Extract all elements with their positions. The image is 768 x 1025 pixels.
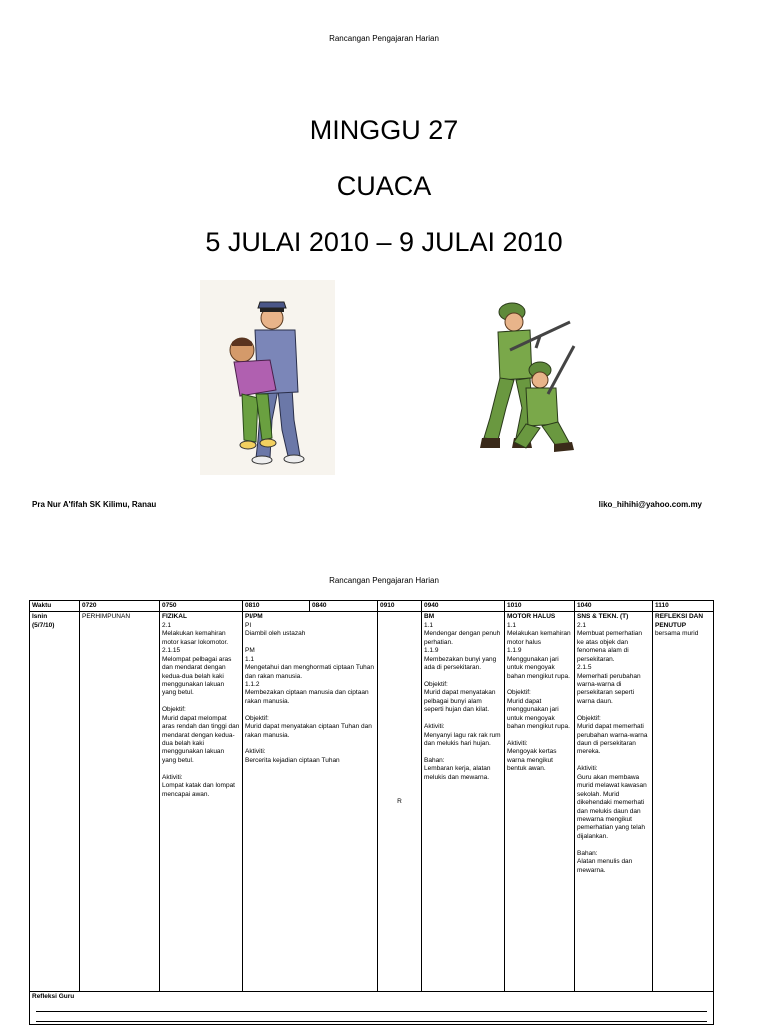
cell-line: Mendengar dengan penuh perhatian. xyxy=(424,630,501,646)
refleksi-penutup-cell xyxy=(653,612,714,992)
motor-halus-content xyxy=(507,613,572,773)
subject-heading: REFLEKSI DAN PENUTUP xyxy=(655,613,704,629)
subject-heading: FIZIKAL xyxy=(162,613,187,621)
header-cell: 0910 xyxy=(378,601,422,612)
cell-line: Aktiviti: xyxy=(162,773,183,781)
cell-line: Bahan: xyxy=(577,849,598,857)
cell-line: Membezakan ciptaan manusia dan ciptaan rakan manusia. xyxy=(245,689,369,705)
header-cell: 1040 xyxy=(575,601,653,612)
cell-line xyxy=(507,732,572,740)
day-name: Isnin xyxy=(32,613,48,621)
week-title: MINGGU 27 xyxy=(309,115,459,145)
header-cell: 1110 xyxy=(653,601,714,612)
cell-line: 1.1.9 xyxy=(507,647,522,655)
header-cell: Waktu xyxy=(30,601,80,612)
refleksi-penutup-content xyxy=(655,613,711,638)
author-credit: Pra Nur A'fifah SK Kilimu, Ranau xyxy=(32,500,157,509)
cell-line: 2.1 xyxy=(577,621,587,629)
sns-cell xyxy=(575,612,653,992)
subject-heading: SNS & TEKN. (T) xyxy=(577,613,629,621)
cell-line: 1.1 xyxy=(245,655,255,663)
cell-line: Mengetahui dan menghormati ciptaan Tuhan dan rakan manusia. xyxy=(245,664,375,680)
cell-line: 1.1.9 xyxy=(424,647,439,655)
cell-line xyxy=(245,740,375,748)
bm-cell xyxy=(422,612,505,992)
day-cell xyxy=(30,612,80,992)
header-cell: 0840 xyxy=(310,601,378,612)
cell-line: 1.1.2 xyxy=(245,680,260,688)
cell-line: Memerhati perubahan warna-warna di persekitaran seperti warna daun. xyxy=(577,672,641,705)
theme-title: CUACA xyxy=(336,171,432,201)
cell-line xyxy=(577,757,650,765)
cell-line: Murid dapat memerhati perubahan warna-warna daun di persekitaran mereka. xyxy=(577,723,648,756)
cell-line xyxy=(424,748,502,756)
cell-line: Melakukan kemahiran motor kasar lokomotor. xyxy=(162,630,229,646)
cell-line: Aktiviti: xyxy=(245,748,266,756)
cell-line: Objektif: xyxy=(507,689,531,697)
page-header: Rancangan Pengajaran Harian xyxy=(329,34,439,43)
cell-line: PM xyxy=(245,647,255,655)
bm-content xyxy=(424,613,502,782)
cell-line: PI xyxy=(245,621,252,629)
writing-line xyxy=(36,1012,707,1022)
cell-line: 1.1 xyxy=(507,621,517,629)
cell-line: 1.1 xyxy=(424,621,434,629)
refleksi-guru-row xyxy=(30,992,714,1025)
cell-line: 2.1.5 xyxy=(577,664,592,672)
soldiers-illustration xyxy=(470,298,580,458)
header-cell: 0810 xyxy=(243,601,310,612)
author-email: liko_hihihi@yahoo.com.my xyxy=(598,500,702,509)
pi-pm-content xyxy=(245,613,375,765)
cell-line: Guru akan membawa murid melawat kawasan sekolah. Murid dikehendaki memerhati dan melukis daun dan mewarna mengikut pemerhatian yang telah dijalankan. xyxy=(577,773,647,840)
refleksi-guru-label: Refleksi Guru xyxy=(32,993,75,1001)
cell-line: Murid dapat melompat aras rendah dan tinggi dan mendarat dengan kedua-dua belah kaki menggunakan lakuan yang betul. xyxy=(162,714,240,764)
cell-line: Lembaran kerja, alatan melukis dan mewarna. xyxy=(424,765,491,781)
lesson-plan-table xyxy=(29,600,714,1025)
cell-line: 2.1 xyxy=(162,621,172,629)
cell-line: Menyanyi lagu rak rak rum dan melukis hari hujan. xyxy=(424,731,501,747)
monday-row xyxy=(30,612,714,992)
cell-line: Membuat pemerhatian ke atas objek dan fenomena alam di persekitaran. xyxy=(577,630,643,663)
cell-line xyxy=(245,706,375,714)
table-header-row xyxy=(30,601,714,612)
cell-line: Aktiviti: xyxy=(507,740,528,747)
cell-line: Aktiviti: xyxy=(577,765,598,773)
cell-line: Bahan: xyxy=(424,756,445,764)
cell-line xyxy=(577,706,650,714)
rehat-cell xyxy=(378,612,422,992)
motor-halus-cell xyxy=(505,612,575,992)
perhimpunan-cell xyxy=(80,612,160,992)
cell-line: Objektif: xyxy=(424,680,448,688)
cell-line: Murid dapat menggunakan jari untuk mengoyak bahan mengikut rupa. xyxy=(507,697,570,731)
cell-line xyxy=(577,841,650,849)
fizikal-content xyxy=(162,613,240,799)
header-cell: 0750 xyxy=(160,601,243,612)
table-title: Rancangan Pengajaran Harian xyxy=(329,576,439,585)
cell-line xyxy=(424,715,502,723)
cell-line: Murid dapat menyatakan ciptaan Tuhan dan rakan manusia. xyxy=(245,723,372,739)
cell-line: Mengoyak kertas warna mengikut bentuk awan. xyxy=(507,748,557,773)
cell-line: Objektif: xyxy=(577,714,601,722)
cell-line: Alatan menulis dan mewarna. xyxy=(577,858,633,874)
cell-line xyxy=(162,698,240,706)
subject-heading: BM xyxy=(424,613,435,621)
writing-line xyxy=(36,1002,707,1012)
pi-pm-cell xyxy=(243,612,378,992)
fizikal-cell xyxy=(160,612,243,992)
rehat-label: R xyxy=(397,797,402,805)
subject-heading: MOTOR HALUS xyxy=(507,613,556,621)
cell-line: Menggunakan jari untuk mengoyak bahan mengikut rupa. xyxy=(507,655,570,680)
cell-line: Bercerita kejadian ciptaan Tuhan xyxy=(245,756,340,764)
header-cell: 1010 xyxy=(505,601,575,612)
cell-line: Melakukan kemahiran motor halus xyxy=(507,630,571,646)
cell-line: Objektif: xyxy=(245,714,269,722)
header-cell: 0720 xyxy=(80,601,160,612)
cell-line: Lompat katak dan lompat mencapai awan. xyxy=(162,782,235,798)
sns-content xyxy=(577,613,650,875)
cell-line: Aktiviti: xyxy=(424,723,445,731)
cell-line: Membezakan bunyi yang ada di persekitaran. xyxy=(424,655,497,672)
cell-line xyxy=(507,681,572,689)
cell-line: bersama murid xyxy=(655,630,699,638)
day-date: (5/7/10) xyxy=(32,621,55,629)
perhimpunan-label: PERHIMPUNAN xyxy=(82,613,131,621)
cell-line xyxy=(162,765,240,773)
cell-line: Objektif: xyxy=(162,706,186,714)
cell-line xyxy=(245,639,375,647)
date-range-title: 5 JULAI 2010 – 9 JULAI 2010 xyxy=(205,227,563,257)
cell-line xyxy=(424,673,502,681)
cell-line: Diambil oleh ustazah xyxy=(245,630,306,638)
header-cell: 0940 xyxy=(422,601,505,612)
cell-line: Melompat pelbagai aras dan mendarat dengan kedua-dua belah kaki menggunakan lakuan yang betul. xyxy=(162,655,232,697)
cell-line: 2.1.15 xyxy=(162,647,181,655)
police-arrest-illustration xyxy=(200,280,335,475)
cell-line: Murid dapat menyatakan pelbagai bunyi alam seperti hujan dan kilat. xyxy=(424,689,496,714)
refleksi-guru-cell xyxy=(30,992,714,1025)
subject-heading: PI/PM xyxy=(245,613,263,621)
